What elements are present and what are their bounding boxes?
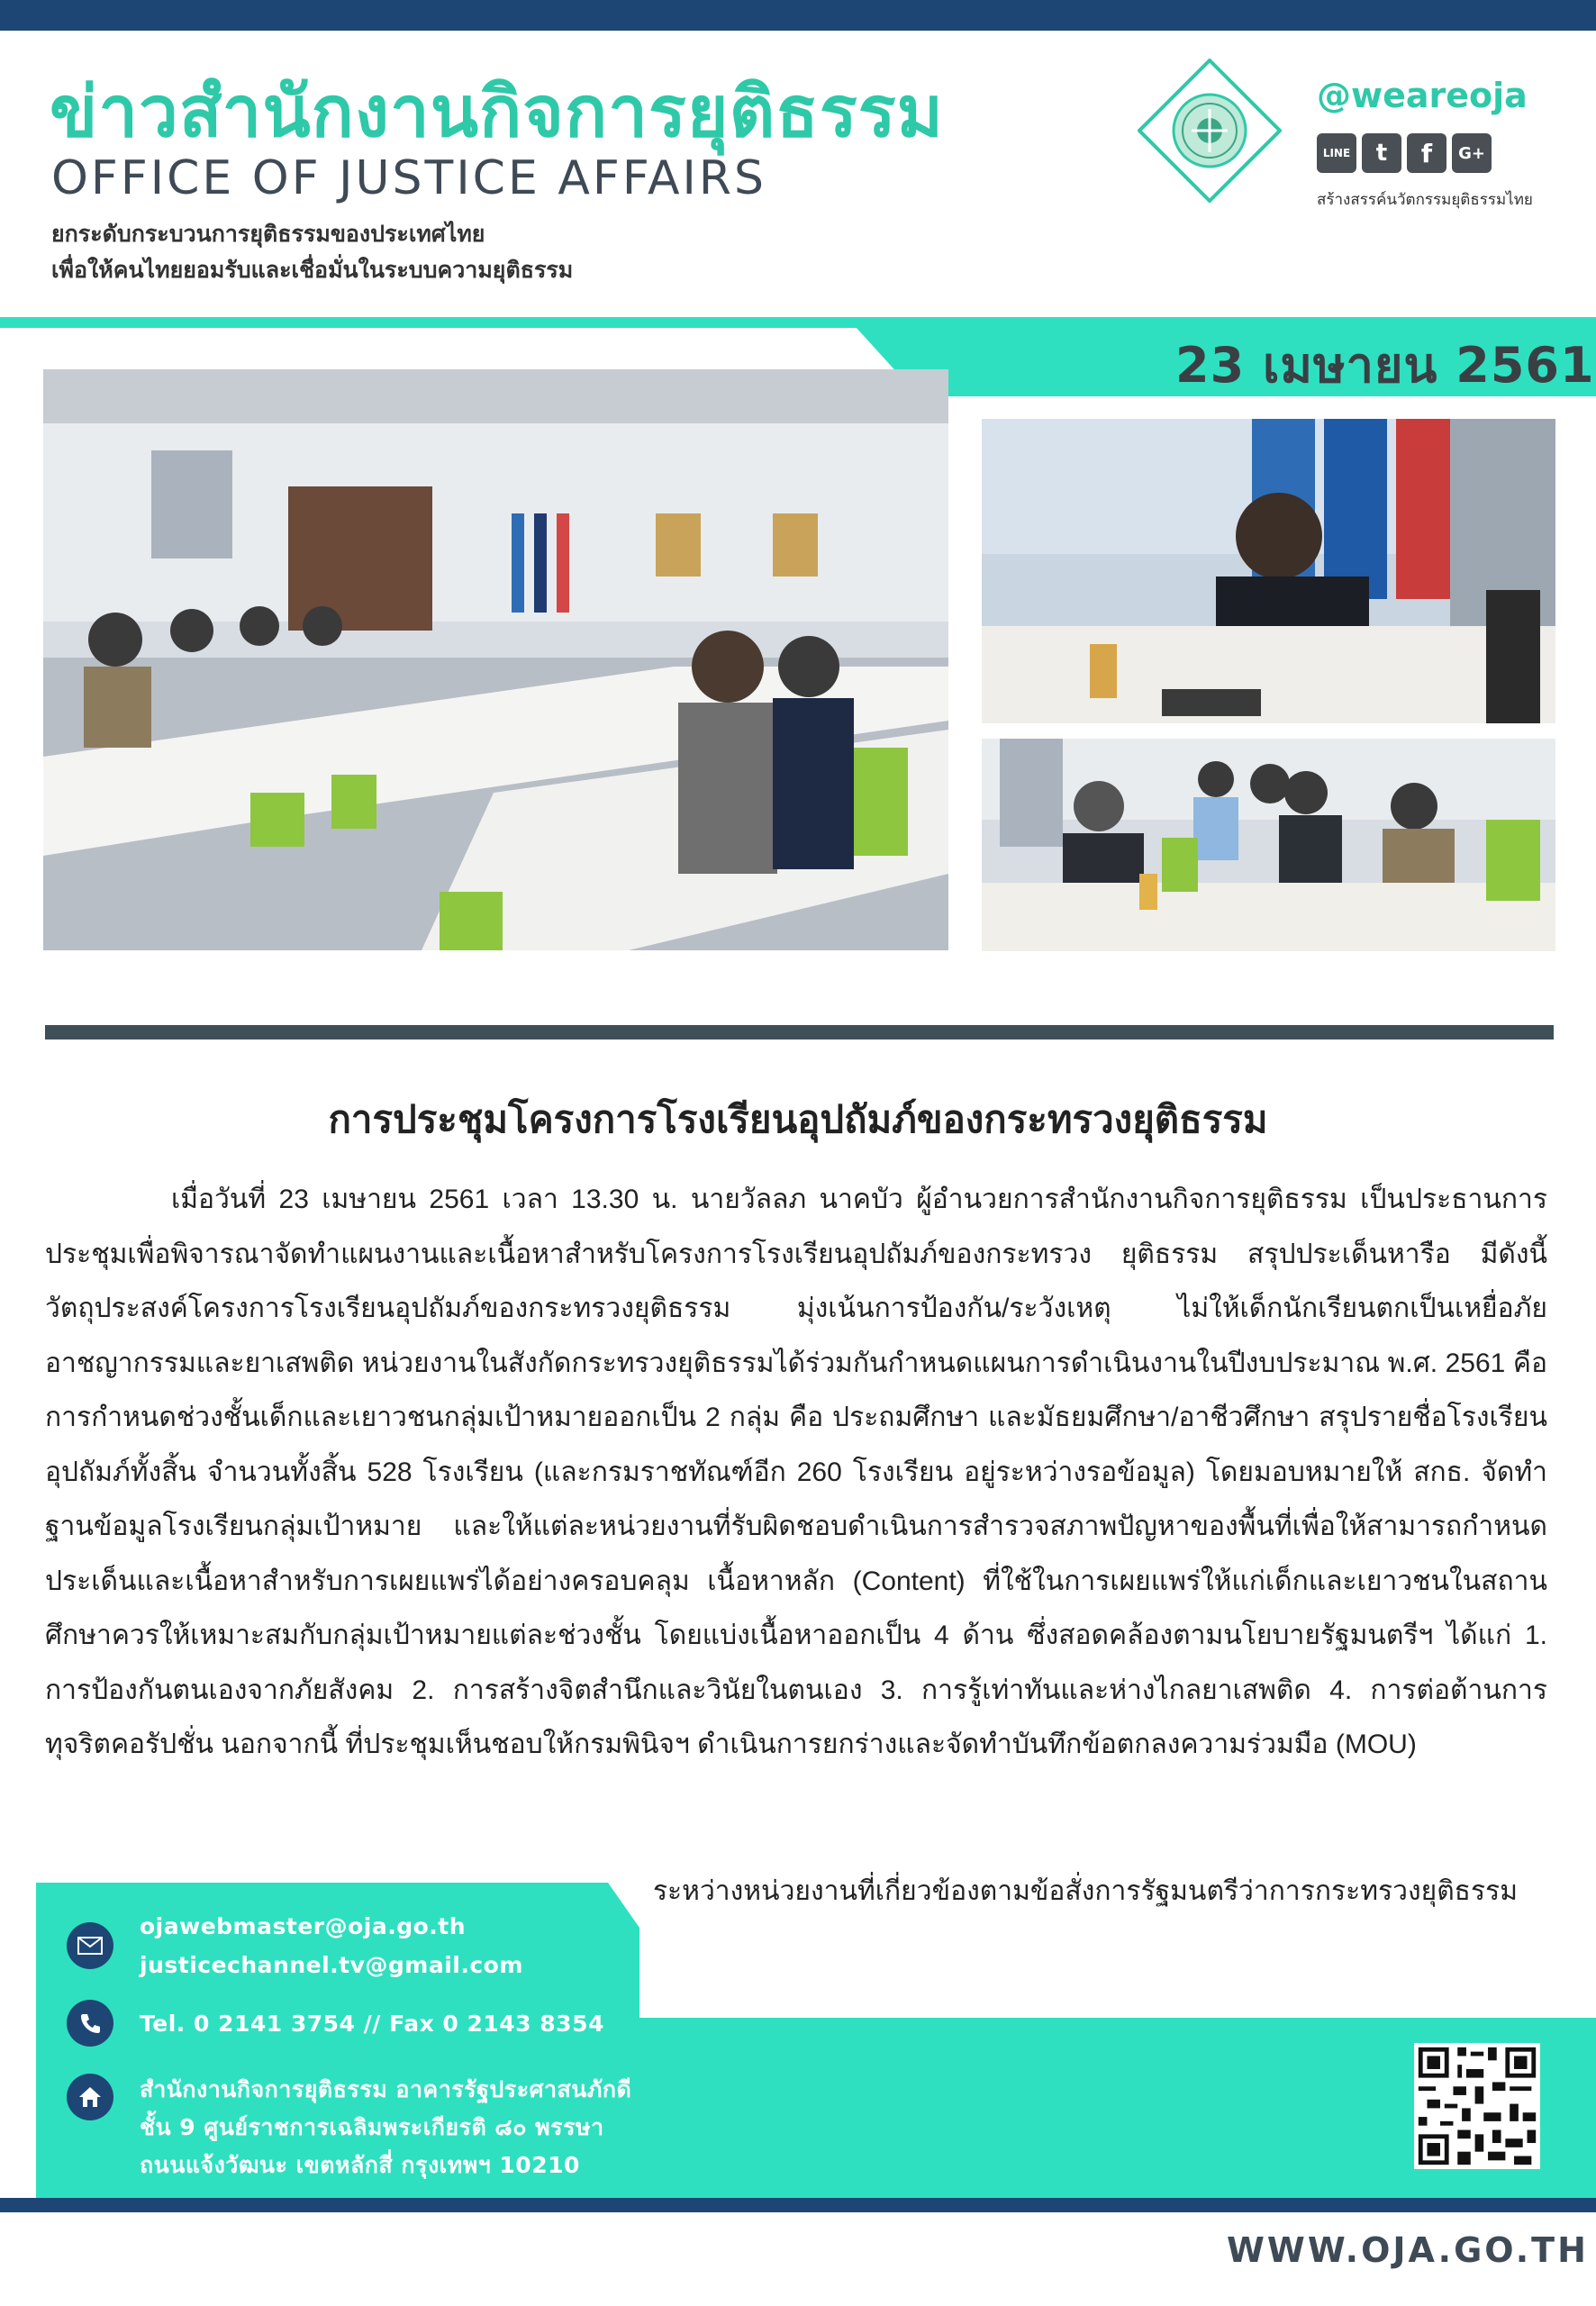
contact-phone-fax: Tel. 0 2141 3754 // Fax 0 2143 8354 <box>140 2011 604 2037</box>
contact-address-1: สำนักงานกิจการยุติธรรม อาคารรัฐประศาสนภักดี <box>140 2076 632 2102</box>
slogan: สร้างสรรค์นวัตกรรมยุติธรรมไทย <box>1317 191 1533 209</box>
social-handle: @weareoja <box>1317 76 1528 115</box>
email-icon <box>67 1922 113 1969</box>
bottom-bar <box>0 2198 1596 2212</box>
header-tagline-1: ยกระดับกระบวนการยุติธรรมของประเทศไทย <box>51 221 485 247</box>
twitter-icon[interactable]: t <box>1362 133 1401 173</box>
website-link[interactable]: WWW.OJA.GO.TH <box>1227 2230 1589 2270</box>
header-tagline-2: เพื่อให้คนไทยยอมรับและเชื่อมั่นในระบบความยุติธรรม <box>51 257 574 283</box>
article-paragraph: เมื่อวันที่ 23 เมษายน 2561 เวลา 13.30 น. นายวัลลภ นาคบัว ผู้อำนวยการสำนักงานกิจการยุติธรรม เป็นประธานการประชุมเพื่อพิจารณาจัดทำแผนงานและเนื้อหาสำหรับโครงการโรงเรียนอุปถัมภ์ของกระทรวง ยุติธรรม สรุปประเด็นหารือ มีดังนี้ วัตถุประสงค์โครงการโรงเรียนอุปถัมภ์ของกระทรวงยุติธรรม มุ่งเน้นการป้องกัน/ระวังเหตุ ไม่ให้เด็กนักเรียนตกเป็นเหยื่อภัยอาชญากรรมและยาเสพติด หน่วยงานในสังกัดกระทรวงยุติธรรมได้ร่วมกันกำหนดแผนการดำเนินงานในปีงบประมาณ พ.ศ. 2561 คือ การกำหนดช่วงชั้นเด็กและเยาวชนกลุ่มเป้าหมายออกเป็น 2 กลุ่ม คือ ประถมศึกษา และมัธยมศึกษา/อาชีวศึกษา สรุปรายชื่อโรงเรียนอุปถัมภ์ทั้งสิ้น จำนวนทั้งสิ้น 528 โรงเรียน (และกรมราชทัณฑ์อีก 260 โรงเรียน อยู่ระหว่างรอข้อมูล) โดยมอบหมายให้ สกธ. จัดทำฐานข้อมูลโรงเรียนกลุ่มเป้าหมาย และให้แต่ละหน่วยงานที่รับผิดชอบดำเนินการสำรวจสภาพปัญหาของพื้นที่เพื่อให้สามารถกำหนดประเด็นและเนื้อหาสำหรับการเผยแพร่ได้อย่างครอบคลุม เนื้อหาหลัก (Content) ที่ใช้ในการเผยแพร่ให้แก่เด็กและเยาวชนในสถานศึกษาควรให้เหมาะสมกับกลุ่มเป้าหมายแต่ละช่วงชั้น โดยแบ่งเนื้อหาออกเป็น 4 ด้าน ซึ่งสอดคล้องตามนโยบายรัฐมนตรีฯ ได้แก่ 1. การป้องกันตนเองจากภัยสังคม 2. การสร้างจิตสำนึกและวินัยในตนเอง 3. การรู้เท่าทันและห่างไกลยาเสพติด 4. การต่อต้านการทุจริตคอรัปชั่น นอกจากนี้ ที่ประชุมเห็นชอบให้กรมพินิจฯ ดำเนินการยกร่างและจัดทำบันทึกข้อตกลงความร่วมมือ (MOU) <box>45 1185 1547 1759</box>
contact-address-3: ถนนแจ้งวัฒนะ เขตหลักสี่ กรุงเทพฯ 10210 <box>140 2152 580 2178</box>
qr-code[interactable] <box>1414 2043 1540 2169</box>
header-title-thai: ข่าวสำนักงานกิจการยุติธรรม <box>50 72 945 153</box>
line-icon[interactable]: LINE <box>1317 133 1356 173</box>
section-divider <box>45 1025 1554 1040</box>
google-plus-icon[interactable]: G+ <box>1452 133 1492 173</box>
participants-photo <box>982 739 1555 951</box>
issue-date: 23 เมษายน 2561 <box>1175 337 1595 394</box>
top-bar <box>0 0 1596 31</box>
logo-emblem <box>1138 59 1282 203</box>
article-last-line: ระหว่างหน่วยงานที่เกี่ยวข้องตามข้อสั่งการรัฐมนตรีว่าการกระทรวงยุติธรรม <box>652 1876 1518 1906</box>
contact-email-2[interactable]: justicechannel.tv@gmail.com <box>140 1952 523 1978</box>
article-body <box>45 1173 1547 1773</box>
contact-email-1[interactable]: ojawebmaster@oja.go.th <box>140 1913 467 1939</box>
header-title-english: OFFICE OF JUSTICE AFFAIRS <box>51 151 767 205</box>
phone-icon <box>67 2000 113 2047</box>
article-headline: การประชุมโครงการโรงเรียนอุปถัมภ์ของกระทรวงยุติธรรม <box>328 1097 1268 1141</box>
facebook-icon[interactable]: f <box>1407 133 1446 173</box>
home-icon <box>67 2074 113 2120</box>
chairman-photo <box>982 419 1555 723</box>
main-meeting-photo <box>43 369 948 950</box>
contact-address-2: ชั้น 9 ศูนย์ราชการเฉลิมพระเกียรติ ๘๐ พรรษา <box>140 2114 604 2140</box>
